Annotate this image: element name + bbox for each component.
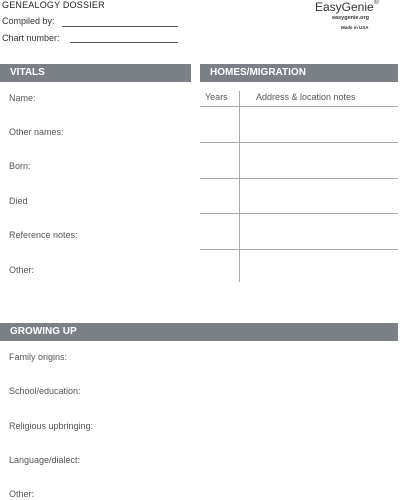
address-column-header: Address & location notes	[256, 92, 356, 102]
religious-upbringing-label: Religious upbringing:	[9, 421, 94, 431]
homes-years-cell[interactable]	[200, 250, 239, 282]
chart-number-field[interactable]	[70, 42, 178, 43]
language-dialect-label: Language/dialect:	[9, 455, 81, 465]
growing-up-section-header: GROWING UP	[0, 323, 398, 341]
years-column-header: Years	[205, 92, 228, 102]
brand-url: easygenie.org	[332, 15, 369, 21]
family-origins-label: Family origins:	[9, 352, 68, 362]
compiled-by-label: Compiled by:	[2, 16, 55, 26]
vitals-reference-notes-label: Reference notes:	[9, 230, 78, 240]
homes-address-cell[interactable]	[240, 107, 398, 142]
chart-number-label: Chart number:	[2, 33, 60, 43]
growing-up-other-label: Other:	[9, 489, 35, 499]
vitals-other-label: Other:	[9, 265, 35, 275]
vitals-died-label: Died	[9, 196, 28, 206]
homes-years-cell[interactable]	[200, 214, 239, 249]
vitals-name-label: Name:	[9, 93, 36, 103]
vitals-other-names-label: Other names:	[9, 127, 64, 137]
brand-name-text: EasyGenie	[315, 0, 374, 14]
document-title: GENEALOGY DOSSIER	[2, 0, 105, 10]
homes-section-header: HOMES/MIGRATION	[200, 64, 398, 82]
vitals-born-label: Born:	[9, 161, 31, 171]
homes-address-cell[interactable]	[240, 179, 398, 213]
compiled-by-field[interactable]	[62, 26, 178, 27]
homes-years-cell[interactable]	[200, 179, 239, 213]
homes-address-cell[interactable]	[240, 143, 398, 178]
brand-logo	[315, 0, 379, 14]
school-education-label: School/education:	[9, 386, 81, 396]
homes-years-cell[interactable]	[200, 143, 239, 178]
registered-mark: ®	[373, 0, 379, 6]
homes-years-cell[interactable]	[200, 107, 239, 142]
vitals-section-header: VITALS	[0, 64, 191, 82]
homes-address-cell[interactable]	[240, 250, 398, 282]
brand-origin: Made in USA	[341, 25, 369, 30]
homes-address-cell[interactable]	[240, 214, 398, 249]
